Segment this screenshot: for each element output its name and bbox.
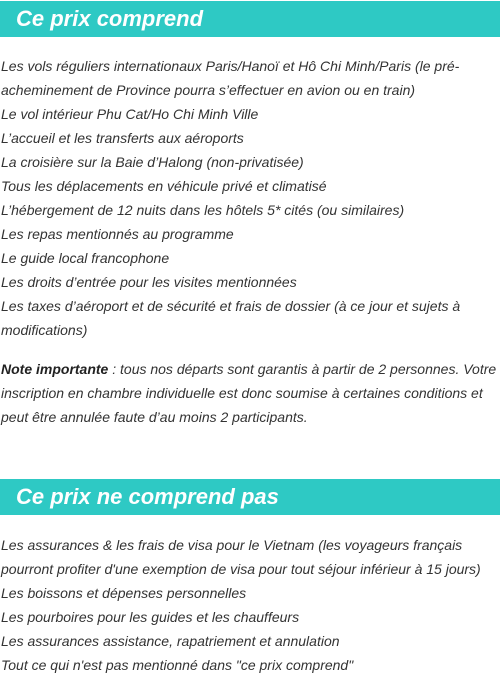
list-item: Le vol intérieur Phu Cat/Ho Chi Minh Ville bbox=[1, 106, 259, 122]
list-item: Les taxes d’aéroport et de sécurité et frais de dossier (à ce jour et sujets à modifications) bbox=[1, 298, 461, 338]
list-item: Les pourboires pour les guides et les chauffeurs bbox=[1, 609, 300, 625]
section-title-included: Ce prix comprend bbox=[0, 1, 500, 37]
important-note bbox=[1, 357, 498, 429]
list-item: Le guide local francophone bbox=[1, 250, 170, 266]
list-item: Tous les déplacements en véhicule privé et climatisé bbox=[1, 178, 327, 194]
excluded-list bbox=[1, 533, 498, 677]
list-item: Les droits d’entrée pour les visites mentionnées bbox=[1, 274, 297, 290]
list-item: L’hébergement de 12 nuits dans les hôtels 5* cités (ou similaires) bbox=[1, 202, 405, 218]
list-item: La croisière sur la Baie d’Halong (non-privatisée) bbox=[1, 154, 304, 170]
included-list bbox=[1, 54, 498, 342]
note-label: Note importante bbox=[1, 361, 109, 377]
list-item: Les vols réguliers internationaux Paris/Hanoï et Hô Chi Minh/Paris (le pré-acheminement de Province pourra s’effectuer en avion ou en train) bbox=[1, 58, 460, 98]
section-title-excluded: Ce prix ne comprend pas bbox=[0, 479, 500, 515]
list-item: Les assurances assistance, rapatriement et annulation bbox=[1, 633, 340, 649]
list-item: L’accueil et les transferts aux aéroports bbox=[1, 130, 244, 146]
list-item: Les assurances & les frais de visa pour le Vietnam (les voyageurs français pourront profiter d'une exemption de visa pour tout séjour inférieur à 15 jours) bbox=[1, 537, 481, 577]
list-item: Les repas mentionnés au programme bbox=[1, 226, 234, 242]
list-item: Tout ce qui n'est pas mentionné dans "ce prix comprend" bbox=[1, 657, 354, 673]
list-item: Les boissons et dépenses personnelles bbox=[1, 585, 247, 601]
note-text: : tous nos départs sont garantis à partir de 2 personnes. Votre inscription en chambre individuelle est donc soumise à certaines conditions et peut être annulée faute d’au moins 2 participants. bbox=[1, 361, 497, 425]
